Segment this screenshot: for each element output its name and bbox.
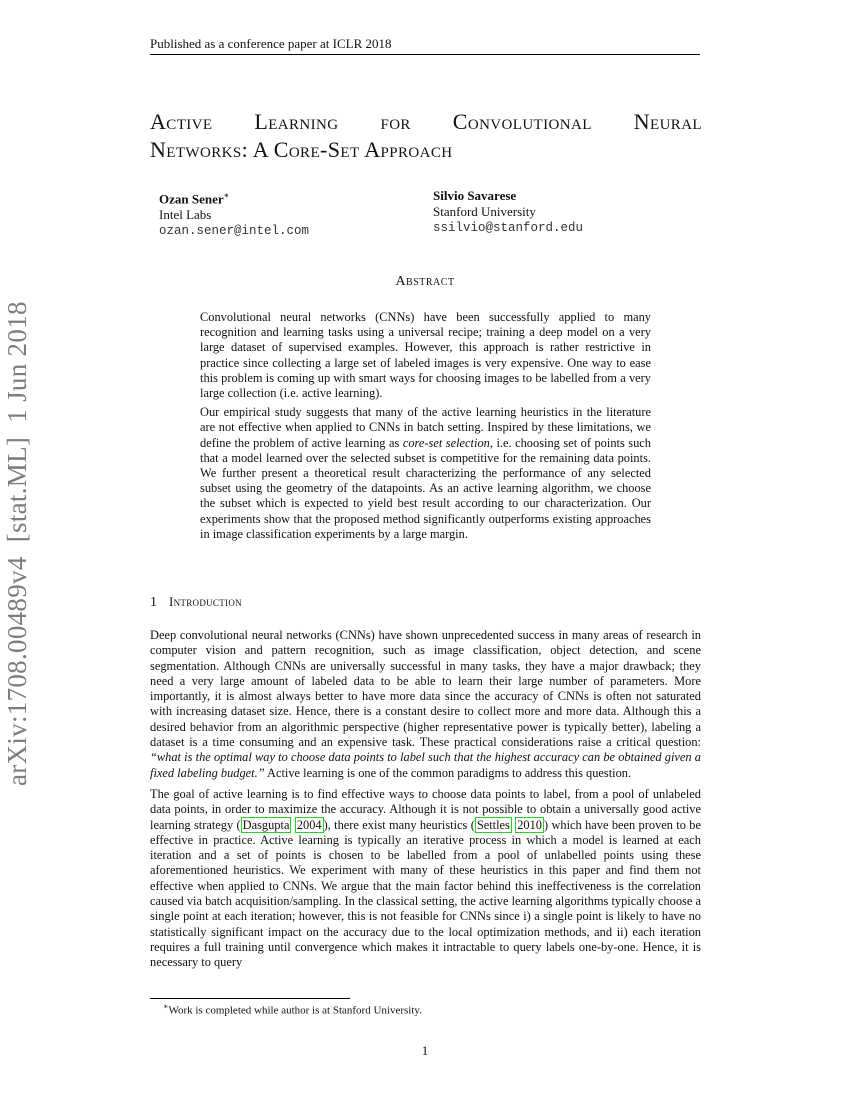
- citation-link-settles[interactable]: Settles: [476, 817, 510, 832]
- abstract-body: [200, 310, 651, 546]
- author-name: Ozan Sener∗: [159, 191, 230, 207]
- section-heading-introduction: [150, 594, 242, 611]
- paper-title: [150, 108, 702, 164]
- abstract-heading: Abstract: [395, 274, 455, 289]
- emphasis-text: core-set selection: [402, 435, 490, 450]
- abstract-paragraph-2: Our empirical study suggests that many of the active learning heuristics in the literature are not effective when applied to CNNs in batch setting. Inspired by these limitations, we define the problem of active learning as core-set selection, i.e. choosing set of points such that a model learned over the selected subset is competitive for the remaining data points. We further present a theoretical result characterizing the performance of any selected subset using the geometry of the datapoints. As an active learning algorithm, we choose the subset which is expected to yield best result according to our characterization. Our experiments show that the proposed method significantly outperforms existing approaches in image classification experiments by a large margin.: [200, 405, 652, 541]
- citation-link-settles-year[interactable]: 2010: [517, 817, 542, 832]
- introduction-body: [150, 628, 701, 977]
- author-email: ozan.sener@intel.com: [159, 224, 310, 239]
- citation-link-dasgupta-year[interactable]: 2004: [296, 817, 322, 832]
- citation-link-dasgupta[interactable]: Dasgupta: [242, 817, 290, 832]
- footnote-marker: ∗: [223, 191, 230, 200]
- author-affiliation: Stanford University: [433, 204, 536, 219]
- footnote-marker: ∗: [163, 1002, 169, 1011]
- page-number: 1: [421, 1043, 429, 1058]
- emphasis-question: “what is the optimal way to choose data points to label such that the highest accuracy can be obtained given a fixed labeling budget.”: [150, 750, 701, 780]
- author-block-2: [433, 188, 583, 236]
- section-number: 1: [150, 595, 157, 610]
- author-block-1: [159, 188, 309, 239]
- intro-paragraph-1: Deep convolutional neural networks (CNNs) have shown unprecedented success in many areas of research in computer vision and pattern recognition, such as image classification, object detection, and scene segmentation. Although CNNs are universally successful in many tasks, they have a major drawback; they need a very large amount of labeled data to be able to learn their large number of parameters. More importantly, it is almost always better to have more data since the accuracy of CNNs is often not saturated with increasing dataset size. Hence, there is a constant desire to collect more and more data. Although this a desired behavior from an algorithmic perspective (higher representative power is typically better), labeling a dataset is a time consuming and an expensive task. These practical considerations raise a critical question: “what is the optimal way to choose data points to label such that the highest accuracy can be obtained given a fixed labeling budget.” Active learning is one of the common paradigms to address this question.: [150, 628, 701, 780]
- author-name: Silvio Savarese: [433, 188, 517, 203]
- arxiv-identifier-stamp: arXiv:1708.00489v4 [stat.ML] 1 Jun 2018: [2, 301, 32, 786]
- intro-paragraph-2: The goal of active learning is to find effective ways to choose data points to label, from a pool of unlabeled data points, in order to maximize the accuracy. Although it is not possible to obtain a universally good active learning strategy ( Dasgupta 2004 ), there exist many heuristics ( Settles 2010 ) which have been proven to be effective in practice. Active learning is typically an iterative process in which a model is learned at each iteration and a set of points is chosen to be labelled from a pool of unlabelled points using these aforementioned heuristics. We experiment with many of these heuristics in this paper and find them not effective when applied to CNNs. We argue that the main factor behind this ineffectiveness is the correlation caused via batch acquisition/sampling. In the classical setting, the active learning algorithms typically choose a single point at each iteration; however, this is not feasible for CNNs since i) a single point is likely to have no statistically significant impact on the accuracy due to the local optimization methods, and ii) each iteration requires a full training until convergence which makes it intractable to query labels one-by-one. Hence, it is necessary to query: [150, 786, 701, 970]
- title-line-2: Networks: A Core-Set Approach: [150, 137, 453, 162]
- section-title: Introduction: [169, 594, 242, 609]
- author-email: ssilvio@stanford.edu: [433, 221, 584, 235]
- running-header: Published as a conference paper at ICLR 2018: [150, 36, 700, 55]
- footnote-divider: [150, 998, 350, 999]
- author-affiliation: Intel Labs: [159, 207, 212, 223]
- title-line-1: Active Learning for Convolutional Neural: [150, 109, 702, 134]
- abstract-paragraph-1: Convolutional neural networks (CNNs) have been successfully applied to many recognition and learning tasks using a universal recipe; training a deep model on a very large dataset of supervised examples. However, this approach is rather restrictive in practice since collecting a large set of labeled images is very expensive. One way to ease this problem is coming up with smart ways for choosing images to be labelled from a very large collection (i.e. active learning).: [200, 310, 651, 401]
- footnote: ∗Work is completed while author is at Stanford University.: [163, 1002, 422, 1017]
